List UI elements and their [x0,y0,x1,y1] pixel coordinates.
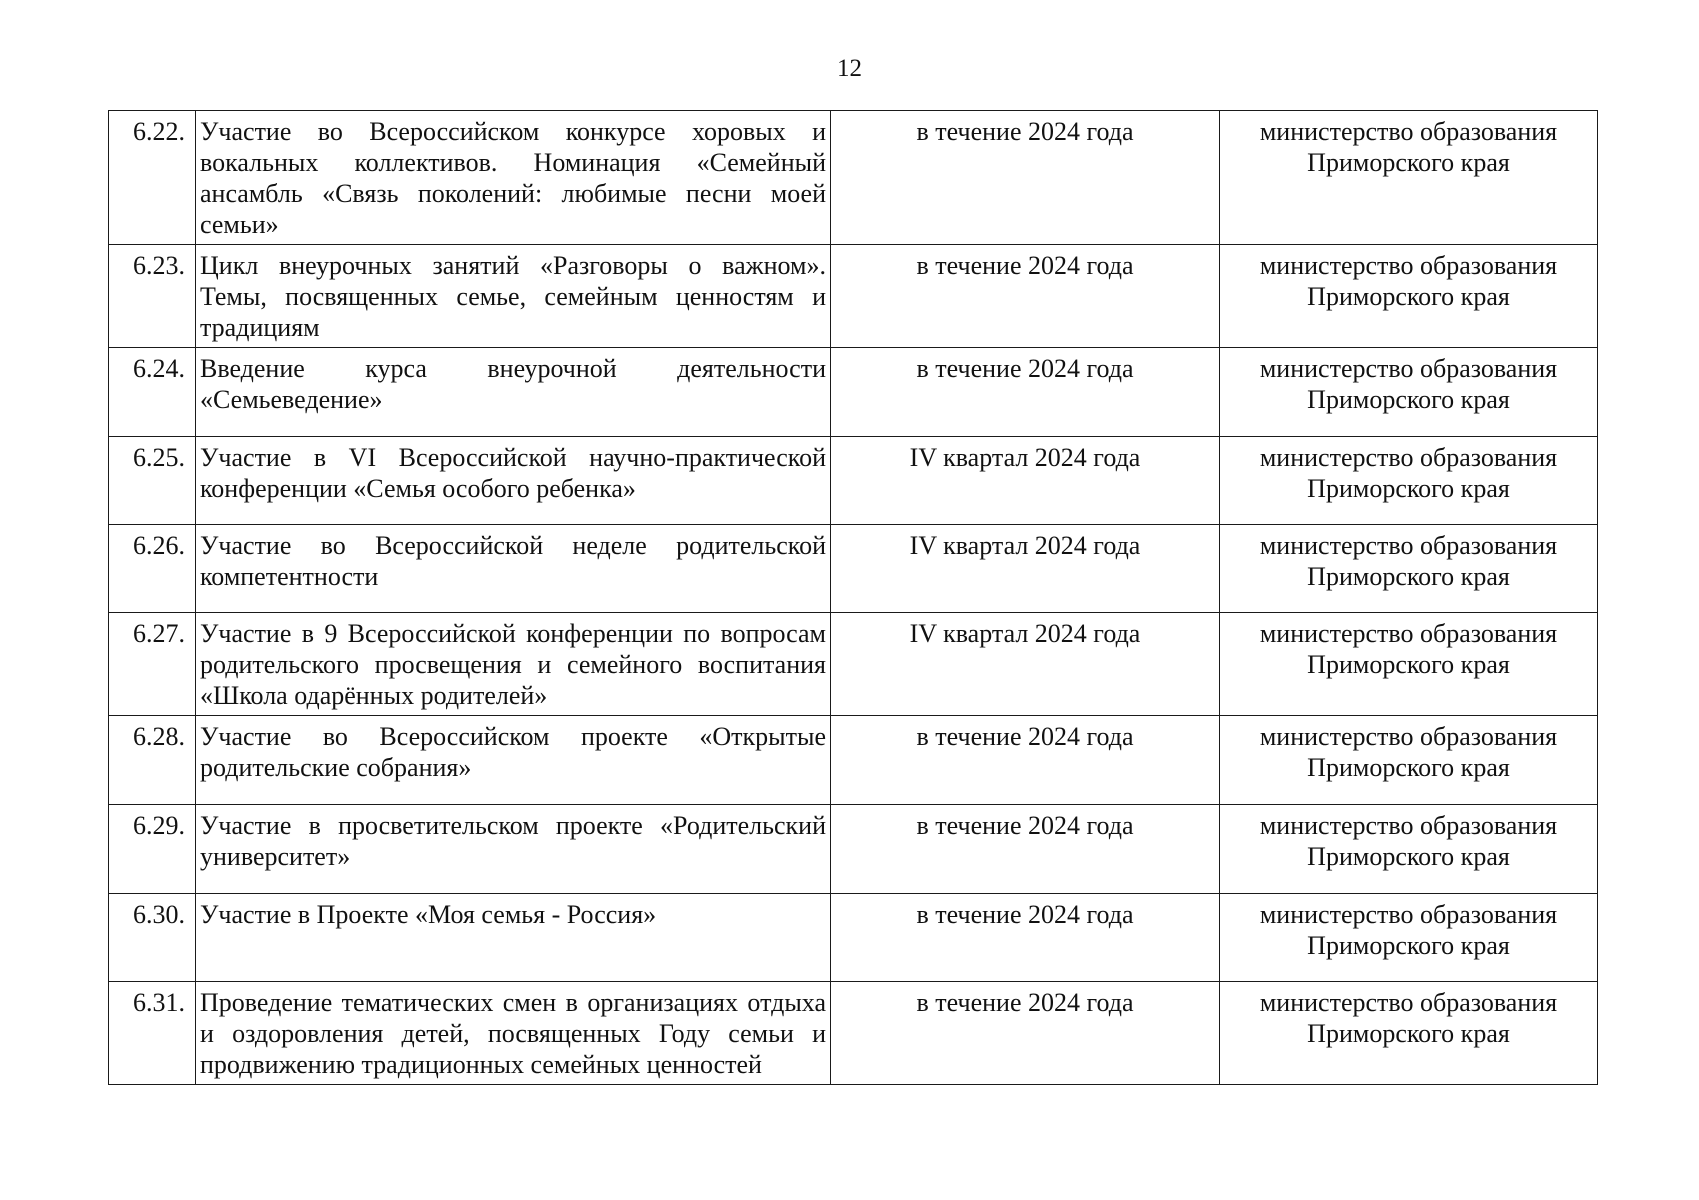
event-description: Цикл внеурочных занятий «Разговоры о важном». Темы, посвященных семье, семейным ценностям и традициям [196,245,831,348]
row-number: 6.26. [109,525,196,613]
responsible-line-1: министерство образования [1259,722,1558,751]
responsible-cell [1220,525,1598,613]
responsible-line-2: Приморского края [1307,148,1510,177]
responsible-cell [1220,245,1598,348]
responsible-line-2: Приморского края [1307,931,1510,960]
responsible-cell [1220,716,1598,805]
responsible-line-2: Приморского края [1307,562,1510,591]
table-row [109,982,1598,1085]
responsible-cell [1220,894,1598,982]
responsible-line-1: министерство образования [1259,811,1558,840]
responsible-line-2: Приморского края [1307,282,1510,311]
responsible-cell [1220,111,1598,245]
table-row [109,437,1598,525]
row-number: 6.28. [109,716,196,805]
event-description: Проведение тематических смен в организациях отдыха и оздоровления детей, посвященных Году семьи и продвижению традиционных семейных ценностей [196,982,831,1085]
responsible-line-2: Приморского края [1307,842,1510,871]
responsible-line-1: министерство образования [1259,988,1558,1017]
responsible-line-1: министерство образования [1259,531,1558,560]
page-number: 12 [837,55,862,82]
responsible-line-2: Приморского края [1307,1019,1510,1048]
event-term: IV квартал 2024 года [831,613,1220,716]
event-term: IV квартал 2024 года [831,437,1220,525]
event-description: Участие в просветительском проекте «Родительский университет» [196,805,831,894]
responsible-line-2: Приморского края [1307,474,1510,503]
event-term: в течение 2024 года [831,805,1220,894]
event-term: в течение 2024 года [831,982,1220,1085]
row-number: 6.24. [109,348,196,437]
event-term: в течение 2024 года [831,716,1220,805]
responsible-cell [1220,348,1598,437]
table-row [109,716,1598,805]
responsible-line-2: Приморского края [1307,385,1510,414]
events-table [108,110,1598,1085]
event-term: в течение 2024 года [831,894,1220,982]
responsible-cell [1220,982,1598,1085]
table-row [109,525,1598,613]
event-term: в течение 2024 года [831,111,1220,245]
table-row [109,245,1598,348]
row-number: 6.31. [109,982,196,1085]
responsible-line-1: министерство образования [1259,117,1558,146]
responsible-cell [1220,613,1598,716]
event-description: Участие в 9 Всероссийской конференции по вопросам родительского просвещения и семейного воспитания «Школа одарённых родителей» [196,613,831,716]
row-number: 6.23. [109,245,196,348]
event-description: Участие во Всероссийском проекте «Открытые родительские собрания» [196,716,831,805]
table-row [109,348,1598,437]
table-row [109,894,1598,982]
row-number: 6.29. [109,805,196,894]
event-description: Участие во Всероссийском конкурсе хоровых и вокальных коллективов. Номинация «Семейный ансамбль «Связь поколений: любимые песни моей семьи» [196,111,831,245]
responsible-cell [1220,437,1598,525]
event-description: Участие в VI Всероссийской научно-практической конференции «Семья особого ребенка» [196,437,831,525]
table-row [109,613,1598,716]
responsible-line-1: министерство образования [1259,619,1558,648]
event-term: IV квартал 2024 года [831,525,1220,613]
row-number: 6.30. [109,894,196,982]
responsible-line-1: министерство образования [1259,443,1558,472]
event-term: в течение 2024 года [831,348,1220,437]
row-number: 6.25. [109,437,196,525]
table-row [109,805,1598,894]
row-number: 6.27. [109,613,196,716]
responsible-line-2: Приморского края [1307,753,1510,782]
responsible-cell [1220,805,1598,894]
responsible-line-1: министерство образования [1259,251,1558,280]
responsible-line-2: Приморского края [1307,650,1510,679]
table-row [109,111,1598,245]
event-description: Введение курса внеурочной деятельности «Семьеведение» [196,348,831,437]
responsible-line-1: министерство образования [1259,354,1558,383]
event-description: Участие в Проекте «Моя семья - Россия» [196,894,831,982]
event-term: в течение 2024 года [831,245,1220,348]
row-number: 6.22. [109,111,196,245]
event-description: Участие во Всероссийской неделе родительской компетентности [196,525,831,613]
responsible-line-1: министерство образования [1259,900,1558,929]
